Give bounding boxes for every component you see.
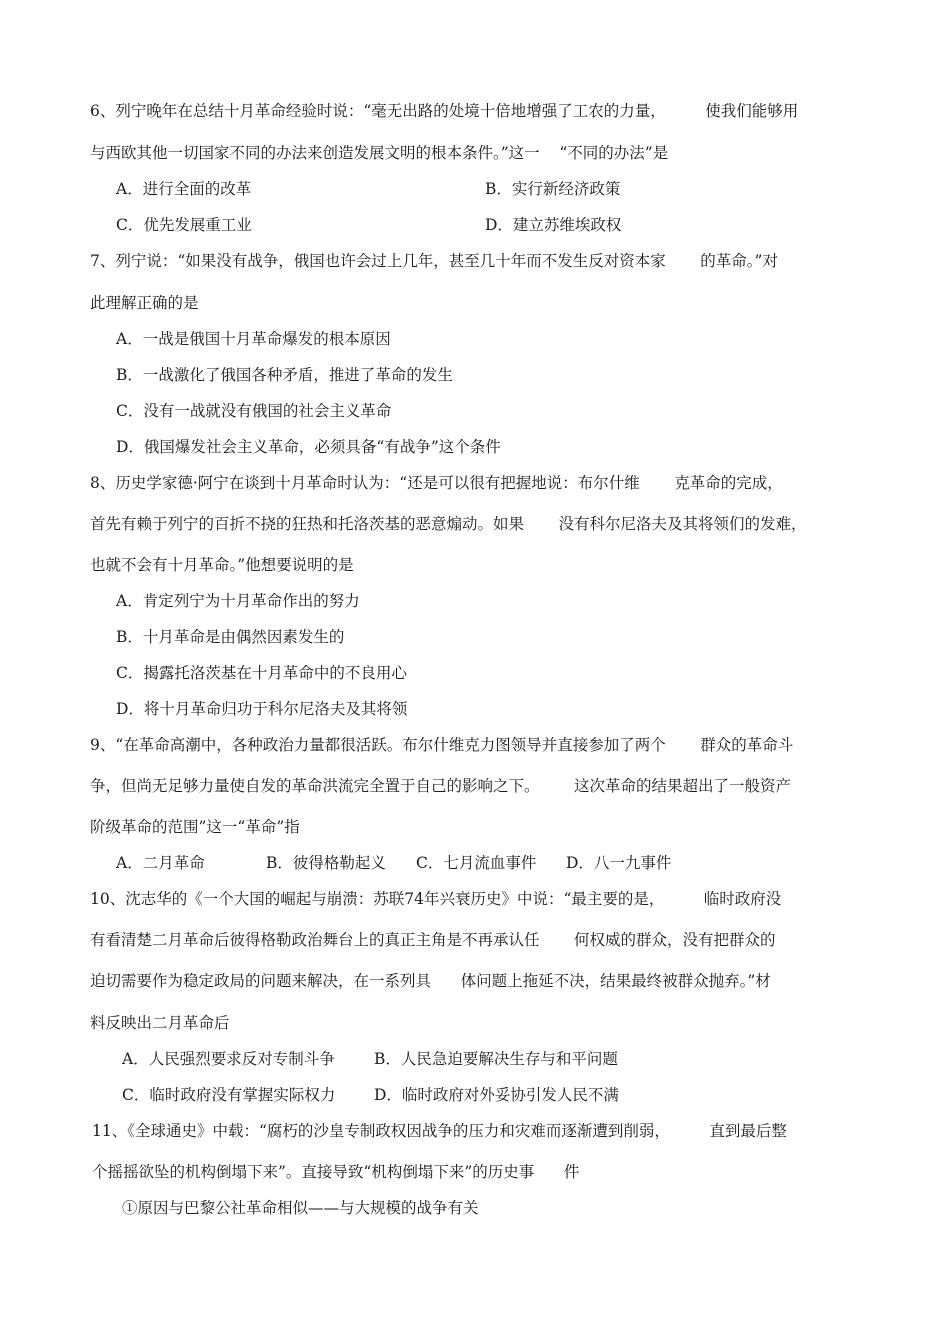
question-6-stem-line-2: 与西欧其他一切国家不同的办法来创造发展文明的根本条件。”这一 “不同的办法”是 bbox=[90, 144, 669, 162]
question-10-stem-line-3: 迫切需要作为稳定政局的问题来解决，在一系列具 体问题上拖延不决，结果最终被群众抛弃。”材 bbox=[90, 972, 771, 990]
question-9-option-c: C．七月流血事件 bbox=[416, 854, 537, 872]
question-8-option-b: B．十月革命是由偶然因素发生的 bbox=[116, 628, 345, 646]
question-7-option-c: C．没有一战就没有俄国的社会主义革命 bbox=[116, 402, 392, 420]
question-9-option-d: D．八一九事件 bbox=[566, 854, 672, 872]
question-8-option-d: D．将十月革命归功于科尔尼洛夫及其将领 bbox=[116, 700, 408, 718]
question-10-option-a: A．人民强烈要求反对专制斗争 bbox=[122, 1050, 335, 1068]
question-9-options-row bbox=[116, 853, 671, 873]
question-8-stem-line-2: 首先有赖于列宁的百折不挠的狂热和托洛茨基的恶意煽动。如果 没有科尔尼洛夫及其将领们的发难， bbox=[90, 515, 807, 533]
question-10-option-c: C．临时政府没有掌握实际权力 bbox=[122, 1086, 336, 1104]
question-11-stem-line-2: 个摇摇欲坠的机构倒塌下来”。直接导致“机构倒塌下来”的历史事 件 bbox=[92, 1163, 580, 1181]
question-9-option-a: A．二月革命 bbox=[116, 854, 205, 872]
question-7-option-d: D．俄国爆发社会主义革命，必须具备“有战争”这个条件 bbox=[116, 438, 501, 456]
question-8-stem-line-3: 也就不会有十月革命。”他想要说明的是 bbox=[90, 556, 354, 574]
question-9-option-b: B．彼得格勒起义 bbox=[266, 854, 386, 872]
question-6-option-c: C．优先发展重工业 bbox=[116, 216, 252, 234]
question-8-option-a: A．肯定列宁为十月革命作出的努力 bbox=[116, 592, 360, 610]
question-7-option-b: B．一战激化了俄国各种矛盾，推进了革命的发生 bbox=[116, 366, 453, 384]
question-7-stem-line-2: 此理解正确的是 bbox=[90, 294, 199, 312]
question-11-item-1: ①原因与巴黎公社革命相似——与大规模的战争有关 bbox=[122, 1199, 479, 1217]
question-10-stem-line-1: 10、沈志华的《一个大国的崛起与崩溃：苏联74年兴衰历史》中说：“最主要的是， 临时政府没 bbox=[90, 890, 782, 908]
question-6-option-d: D．建立苏维埃政权 bbox=[485, 216, 622, 234]
question-10-option-b: B．人民急迫要解决生存与和平问题 bbox=[374, 1050, 618, 1068]
question-7-option-a: A．一战是俄国十月革命爆发的根本原因 bbox=[116, 330, 391, 348]
question-6-stem-line-1: 6、列宁晚年在总结十月革命经验时说：“毫无出路的处境十倍地增强了工农的力量， 使我们能够用 bbox=[90, 102, 799, 120]
question-10-stem-line-2: 有看清楚二月革命后彼得格勒政治舞台上的真正主角是不再承认任 何权威的群众，没有把群众的 bbox=[90, 931, 776, 949]
question-10-options-row-1 bbox=[122, 1049, 618, 1069]
question-8-stem-line-1: 8、历史学家德·阿宁在谈到十月革命时认为：“还是可以很有把握地说：布尔什维 克革命的完成， bbox=[90, 474, 783, 492]
question-6-option-a: A．进行全面的改革 bbox=[116, 180, 252, 198]
question-9-stem-line-2: 争，但尚无足够力量使自发的革命洪流完全置于自己的影响之下。 这次革命的结果超出了一般资产 bbox=[90, 777, 791, 795]
question-9-stem-line-1: 9、“在革命高潮中，各种政治力量都很活跃。布尔什维克力图领导并直接参加了两个 群众的革命斗 bbox=[90, 736, 794, 754]
question-10-options-row-2 bbox=[122, 1085, 619, 1105]
question-9-stem-line-3: 阶级革命的范围”这一“革命”指 bbox=[90, 818, 300, 836]
question-10-stem-line-4: 料反映出二月革命后 bbox=[90, 1014, 230, 1032]
question-6-option-b: B．实行新经济政策 bbox=[485, 180, 621, 198]
question-8-option-c: C．揭露托洛茨基在十月革命中的不良用心 bbox=[116, 664, 407, 682]
question-11-stem-line-1: 11、《全球通史》中载：“腐朽的沙皇专制政权因战争的压力和灾难而逐渐遭到削弱， 直到最后整 bbox=[92, 1122, 787, 1140]
question-7-stem-line-1: 7、列宁说：“如果没有战争，俄国也许会过上几年，甚至几十年而不发生反对资本家 的革命。”对 bbox=[90, 252, 778, 270]
question-10-option-d: D．临时政府对外妥协引发人民不满 bbox=[374, 1086, 619, 1104]
